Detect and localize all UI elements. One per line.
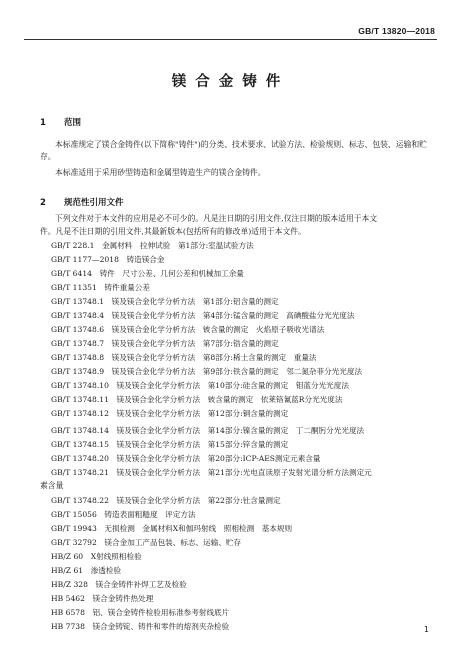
reference-item: GB/T 13748.11 镁及镁合金化学分析方法 铍含量的测定 依莱铬氰蓝R分光光度法 xyxy=(51,395,343,404)
reference-item: HB/Z 61 渗透检验 xyxy=(51,566,122,575)
reference-item: GB/T 15056 铸造表面粗糙度 评定方法 xyxy=(51,510,196,519)
reference-item: GB/T 13748.6 镁及镁合金化学分析方法 铍含量的测定 火焰原子吸收光谱法 xyxy=(51,325,325,334)
section-number: 1 xyxy=(40,118,46,128)
section-title: 规范性引用文件 xyxy=(64,198,124,208)
reference-item: GB/T 13748.22 镁及镁合金化学分析方法 第22部分:钍含量测定 xyxy=(51,496,281,505)
reference-item: GB/T 1177—2018 铸造镁合金 xyxy=(51,255,165,264)
reference-line-2: 素含量 xyxy=(40,481,64,490)
scope-paragraph-1: 本标准规定了镁合金铸件(以下简称"铸件")的分类、技术要求、试验方法、检验规则、标志、包装、运输和贮存。 xyxy=(40,140,427,161)
reference-item: HB/Z 328 镁合金铸件补焊工艺及检验 xyxy=(51,580,187,589)
reference-item: GB/T 13748.12 镁及镁合金化学分析方法 第12部分:铜含量的测定 xyxy=(51,409,289,418)
header-rule xyxy=(24,39,437,40)
standard-number: GB/T 13820—2018 xyxy=(358,26,435,36)
page-number: 1 xyxy=(423,625,429,634)
reference-item: GB/T 32792 镁合金加工产品包装、标志、运输、贮存 xyxy=(51,538,242,547)
reference-item: GB/T 13748.4 镁及镁合金化学分析方法 第4部分:锰含量的测定 高碘酸盐分光光度法 xyxy=(51,311,355,320)
normative-intro-line-1: 下列文件对于本文件的应用是必不可少的。凡是注日期的引用文件,仅注日期的版本适用于本文 xyxy=(55,214,378,223)
reference-item: HB 7738 镁合金铸锭、铸件和零件的熔剂夹杂检验 xyxy=(51,622,230,631)
reference-item: HB 6578 铝、镁合金铸件检验用标准参考射线底片 xyxy=(51,608,230,617)
reference-item: GB/T 13748.9 镁及镁合金化学分析方法 第9部分:铁含量的测定 邻二氮杂菲分光光度法 xyxy=(51,367,363,376)
reference-item: GB/T 11351 铸件重量公差 xyxy=(51,283,150,292)
normative-intro-line-2: 件。凡是不注日期的引用文件,其最新版本(包括所有的修改单)适用于本文件。 xyxy=(40,227,306,236)
section-number: 2 xyxy=(40,198,46,208)
reference-item: GB/T 13748.20 镁及镁合金化学分析方法 第20部分:ICP-AES测定元素含量 xyxy=(51,454,321,463)
reference-item: GB/T 13748.7 镁及镁合金化学分析方法 第7部分:锆含量的测定 xyxy=(51,339,279,348)
section-1-heading xyxy=(40,116,81,128)
reference-line-1: GB/T 13748.21 镁及镁合金化学分析方法 第21部分:光电直读原子发射光谱分析方法测定元 xyxy=(51,468,372,477)
reference-item: GB/T 13748.8 镁及镁合金化学分析方法 第8部分:稀土含量的测定 重量法 xyxy=(51,353,317,362)
reference-item: HB 5462 镁合金铸件热处理 xyxy=(51,594,154,603)
reference-item: GB/T 13748.1 镁及镁合金化学分析方法 第1部分:铝含量的测定 xyxy=(51,297,279,306)
reference-item: GB/T 6414 铸件 尺寸公差、几何公差和机械加工余量 xyxy=(51,269,244,278)
reference-item-wrapped xyxy=(51,467,435,479)
reference-item: GB/T 13748.14 镁及镁合金化学分析方法 第14部分:镍含量的测定 丁二酮肟分光光度法 xyxy=(51,426,365,435)
reference-item: HB/Z 60 X射线照相检验 xyxy=(51,552,142,561)
reference-item: GB/T 13748.10 镁及镁合金化学分析方法 第10部分:硅含量的测定 钼蓝分光光度法 xyxy=(51,381,349,390)
reference-item: GB/T 228.1 金属材料 拉伸试验 第1部分:室温试验方法 xyxy=(51,241,254,250)
section-title: 范围 xyxy=(64,118,82,128)
document-title: 镁合金铸件 xyxy=(171,74,290,90)
reference-item: GB/T 13748.15 镁及镁合金化学分析方法 第15部分:锌含量的测定 xyxy=(51,440,289,449)
scope-paragraph-2: 本标准适用于采用砂型铸造和金属型铸造生产的镁合金铸件。 xyxy=(55,168,266,177)
section-2-heading xyxy=(40,196,124,208)
reference-item: GB/T 19943 无损检测 金属材料X和伽玛射线 照相检测 基本规则 xyxy=(51,524,293,533)
